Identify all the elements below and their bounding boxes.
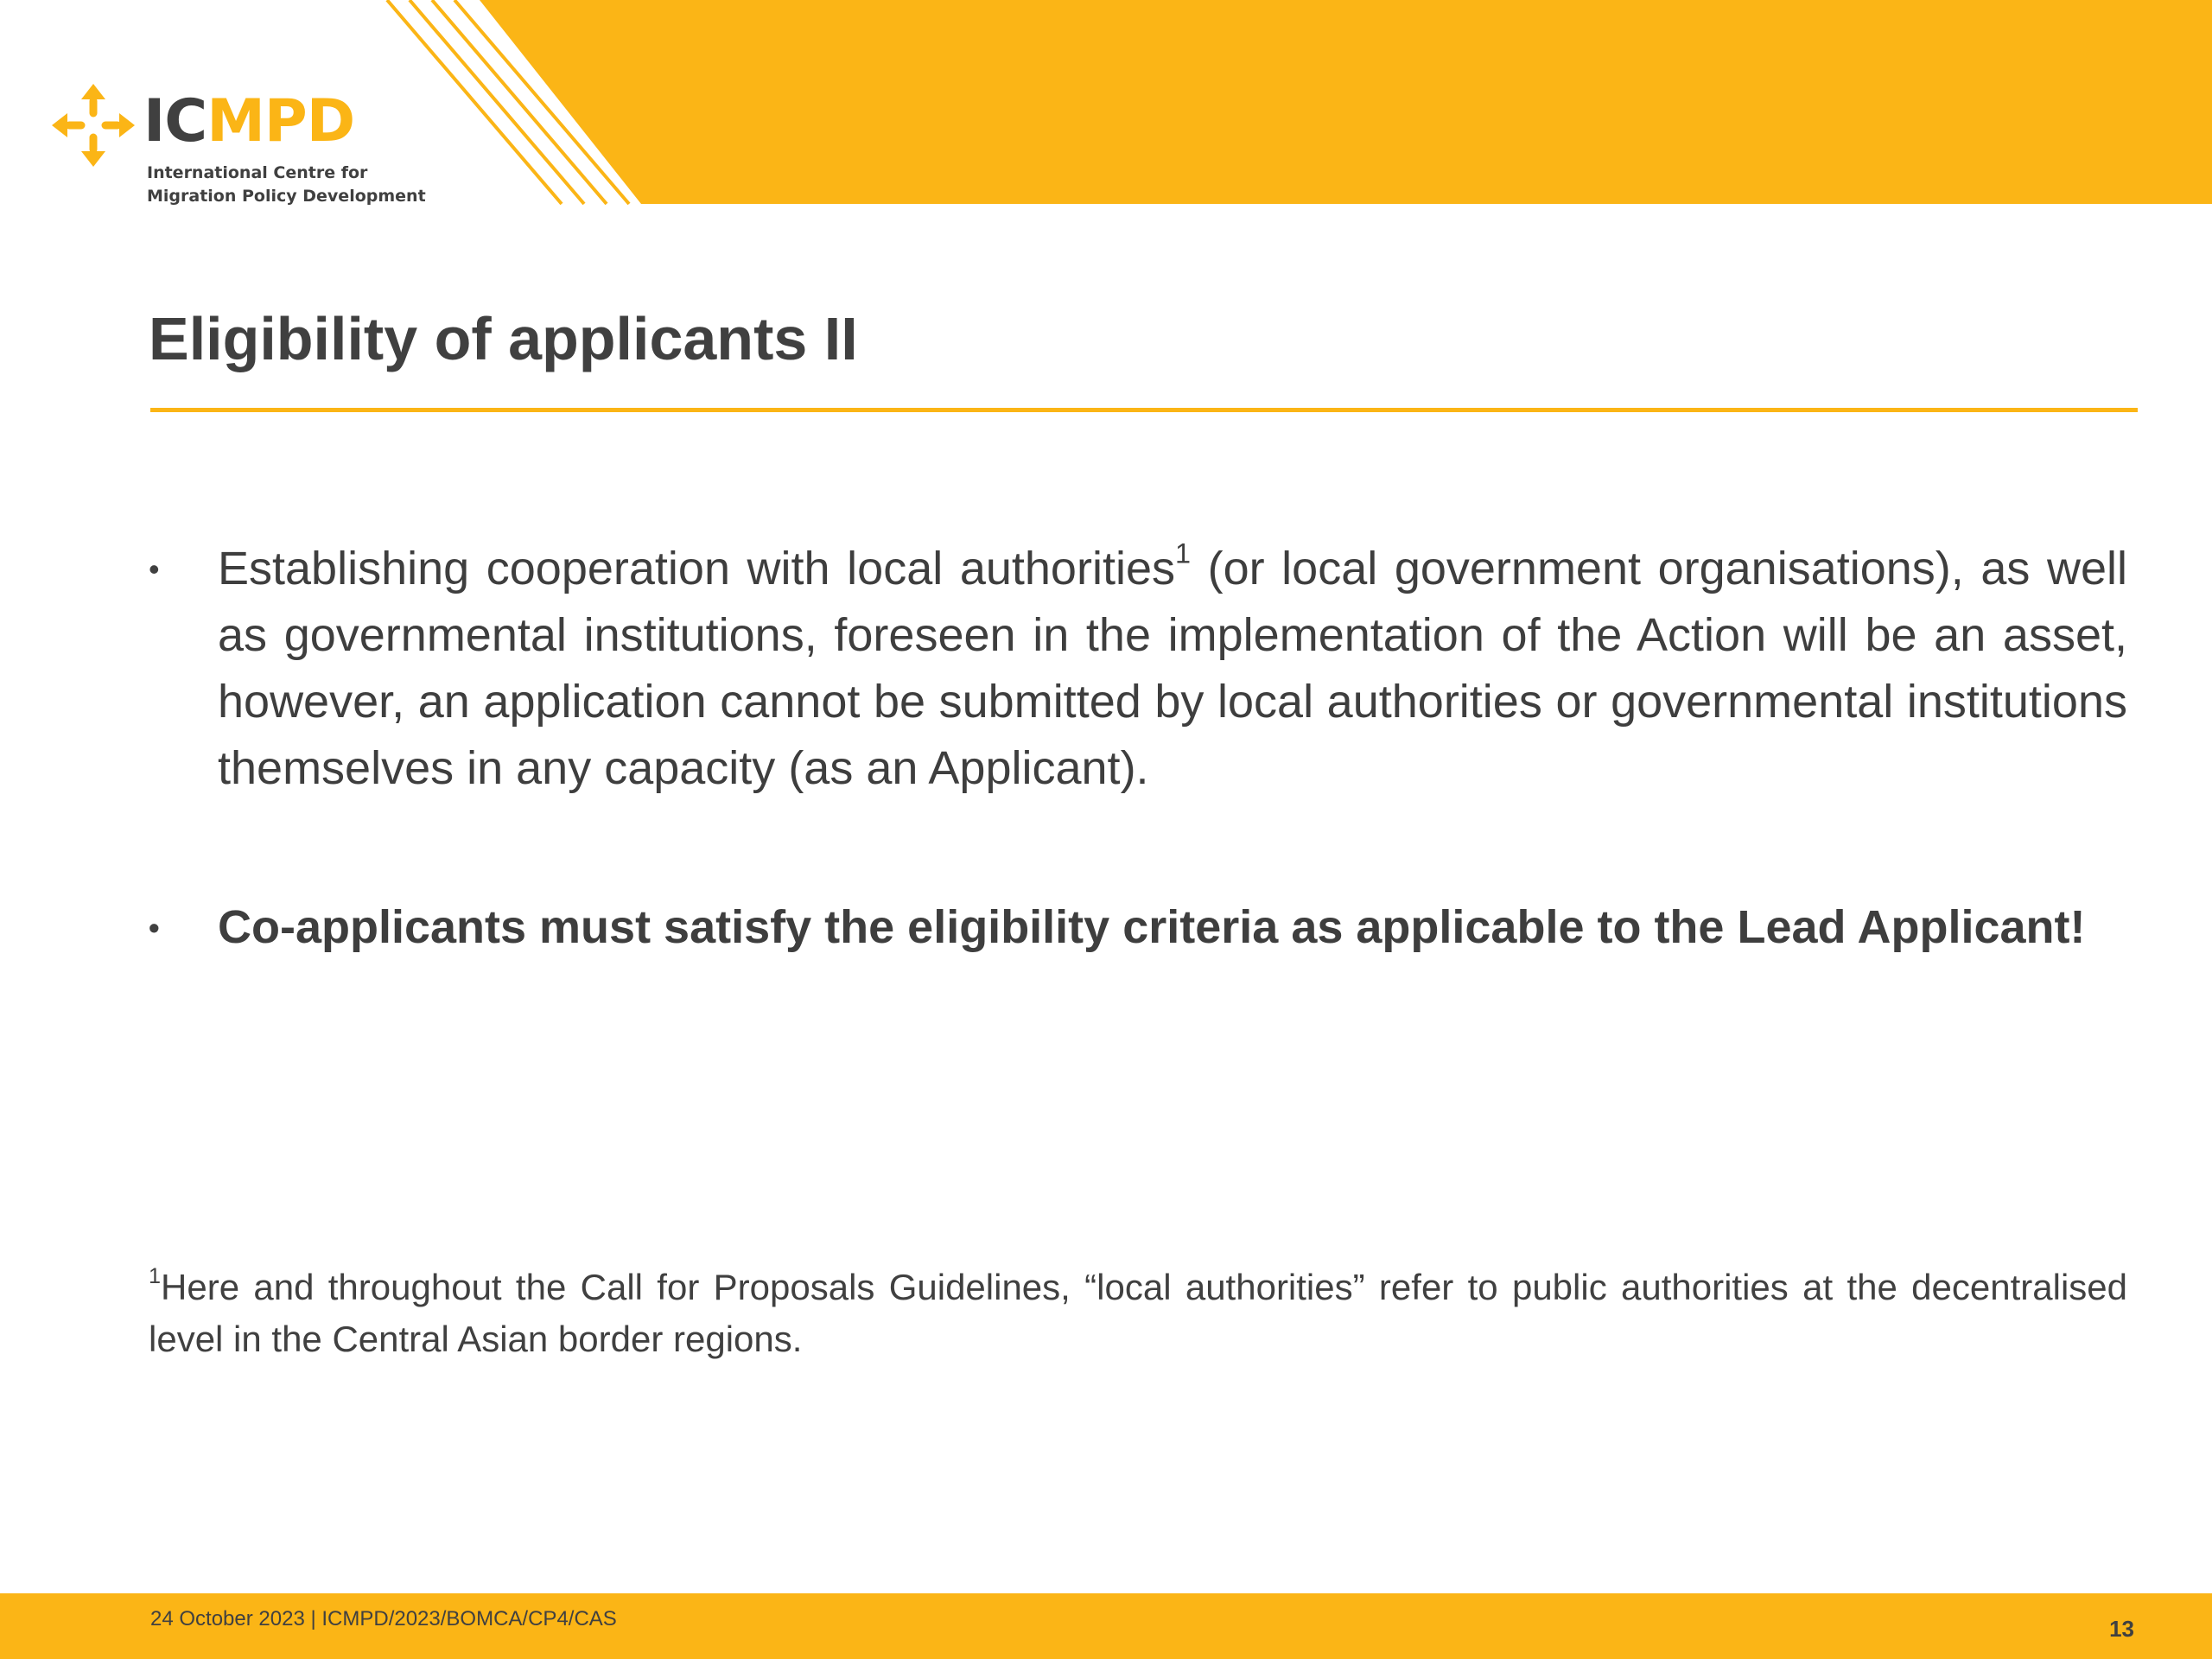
footnote: [149, 1262, 2127, 1365]
logo-wordmark: ICMPD: [143, 87, 355, 156]
logo-subtitle-line: Migration Policy Development: [147, 187, 426, 206]
footnote-text: Here and throughout the Call for Proposals Guidelines, “local authorities” refer to public authorities at the decentralised level in the Central Asian border regions.: [149, 1267, 2127, 1359]
bullet-item: [149, 536, 2127, 802]
bullet-text: Establishing cooperation with local authorities: [218, 543, 1175, 594]
bullet-marker: •: [149, 551, 160, 587]
logo-subtitle-line: International Centre for: [147, 163, 368, 182]
logo-subtitle: [147, 162, 426, 208]
bullet-item: [149, 894, 2127, 961]
page-number: 13: [2109, 1616, 2134, 1642]
icmpd-logo: [50, 82, 448, 212]
bullet-list: [149, 536, 2127, 961]
footnote-reference: 1: [1174, 537, 1191, 569]
bullet-text: (or local government organisations), as well as governmental institutions, foreseen in the implementation of the Action will be an asset, however, an application cannot be submitted by local authorities or governmental institutions themselves in any capacity (as an Applicant).: [218, 543, 2128, 794]
bullet-text: Co-applicants must satisfy the eligibility criteria as applicable to the Lead Applicant!: [218, 901, 2086, 953]
bullet-marker: •: [149, 910, 160, 945]
slide-title: Eligibility of applicants II: [149, 305, 858, 372]
four-arrows-icon: [50, 82, 137, 168]
footer-reference: 24 October 2023 | ICMPD/2023/BOMCA/CP4/CAS: [150, 1607, 617, 1630]
footnote-marker: 1: [149, 1264, 162, 1289]
title-underline: [150, 408, 2138, 412]
